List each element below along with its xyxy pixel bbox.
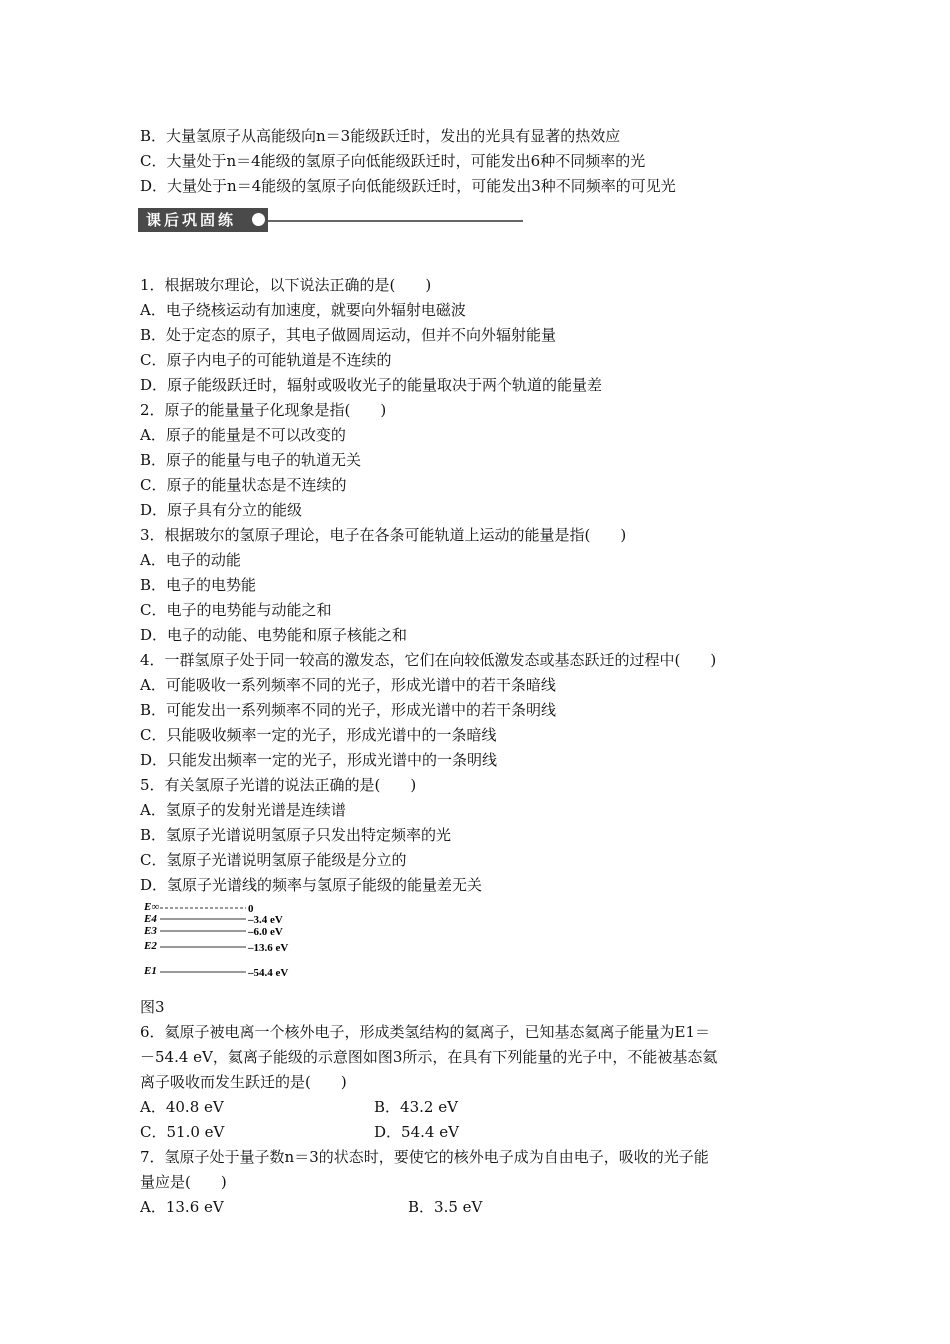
question-6-option-a: A．40.8 eV (140, 1098, 224, 1116)
question-7-stem-line-1: 7．氢原子处于量子数n＝3的状态时，要使它的核外电子成为自由电子，吸收的光子能 (140, 1148, 709, 1166)
question-5-option-d: D．氢原子光谱线的频率与氢原子能级的能量差无关 (140, 876, 483, 894)
question-2-option-b: B．原子的能量与电子的轨道无关 (140, 451, 362, 469)
question-1-option-b: B．处于定态的原子，其电子做圆周运动，但并不向外辐射能量 (140, 326, 557, 344)
question-2-option-c: C．原子的能量状态是不连续的 (140, 476, 347, 494)
question-6-stem-line-2: －54.4 eV，氦离子能级的示意图如图3所示，在具有下列能量的光子中，不能被基态氦 (140, 1048, 718, 1066)
question-2-option-d: D．原子具有分立的能级 (140, 501, 303, 519)
question-5-option-c: C．氢原子光谱说明氢原子能级是分立的 (140, 851, 407, 869)
level-label-e-inf: E∞ (144, 901, 160, 913)
question-7-option-a: A．13.6 eV (140, 1198, 224, 1216)
question-2-option-a: A．原子的能量是不可以改变的 (140, 426, 346, 444)
level-label-e3: E3 (144, 925, 157, 937)
question-6-option-d: D．54.4 eV (374, 1123, 459, 1141)
question-7-stem-line-2: 量应是( ) (140, 1173, 227, 1191)
question-5-stem: 5．有关氢原子光谱的说法正确的是( ) (140, 776, 417, 794)
level-label-e1: E1 (144, 965, 157, 977)
banner-rule (268, 220, 523, 222)
question-1-option-d: D．原子能级跃迁时，辐射或吸收光子的能量取决于两个轨道的能量差 (140, 376, 603, 394)
level-value-e1: –54.4 eV (248, 967, 289, 979)
question-3-stem: 3．根据玻尔的氢原子理论，电子在各条可能轨道上运动的能量是指( ) (140, 526, 627, 544)
option-d-prev: D．大量处于n＝4能级的氢原子向低能级跃迁时，可能发出3种不同频率的可见光 (140, 177, 676, 195)
level-label-e2: E2 (144, 940, 157, 952)
question-6-option-c: C．51.0 eV (140, 1123, 225, 1141)
question-6-stem-line-3: 离子吸收而发生跃迁的是( ) (140, 1073, 347, 1091)
question-4-option-a: A．可能吸收一系列频率不同的光子，形成光谱中的若干条暗线 (140, 676, 556, 694)
question-5-option-a: A．氢原子的发射光谱是连续谱 (140, 801, 346, 819)
question-4-stem: 4．一群氢原子处于同一较高的激发态，它们在向较低激发态或基态跃迁的过程中( ) (140, 651, 717, 669)
question-4-option-c: C．只能吸收频率一定的光子，形成光谱中的一条暗线 (140, 726, 497, 744)
section-title: 课后巩固练 (138, 208, 268, 232)
level-value-e-inf: 0 (248, 903, 254, 915)
figure-caption: 图3 (140, 998, 165, 1016)
question-3-option-c: C．电子的电势能与动能之和 (140, 601, 332, 619)
question-1-option-c: C．原子内电子的可能轨道是不连续的 (140, 351, 392, 369)
section-banner (138, 208, 523, 234)
question-3-option-a: A．电子的动能 (140, 551, 241, 569)
question-7-option-b: B．3.5 eV (408, 1198, 483, 1216)
banner-dot-icon (252, 213, 265, 226)
question-4-option-d: D．只能发出频率一定的光子，形成光谱中的一条明线 (140, 751, 498, 769)
question-1-option-a: A．电子绕核运动有加速度，就要向外辐射电磁波 (140, 301, 466, 319)
option-b-prev: B．大量氢原子从高能级向n＝3能级跃迁时，发出的光具有显著的热效应 (140, 127, 621, 145)
question-3-option-d: D．电子的动能、电势能和原子核能之和 (140, 626, 408, 644)
level-label-e4: E4 (144, 913, 157, 925)
level-value-e2: –13.6 eV (248, 942, 289, 954)
option-c-prev: C．大量处于n＝4能级的氢原子向低能级跃迁时，可能发出6种不同频率的光 (140, 152, 646, 170)
question-4-option-b: B．可能发出一系列频率不同的光子，形成光谱中的若干条明线 (140, 701, 557, 719)
level-value-e3: –6.0 eV (248, 926, 283, 938)
question-6-stem-line-1: 6．氦原子被电离一个核外电子，形成类氢结构的氦离子，已知基态氦离子能量为E1＝ (140, 1023, 711, 1041)
level-value-e4: –3.4 eV (248, 914, 283, 926)
question-5-option-b: B．氢原子光谱说明氢原子只发出特定频率的光 (140, 826, 452, 844)
energy-level-diagram (140, 898, 320, 986)
question-1-stem: 1．根据玻尔理论，以下说法正确的是( ) (140, 276, 432, 294)
question-3-option-b: B．电子的电势能 (140, 576, 257, 594)
question-2-stem: 2．原子的能量量子化现象是指( ) (140, 401, 387, 419)
question-6-option-b: B．43.2 eV (374, 1098, 458, 1116)
